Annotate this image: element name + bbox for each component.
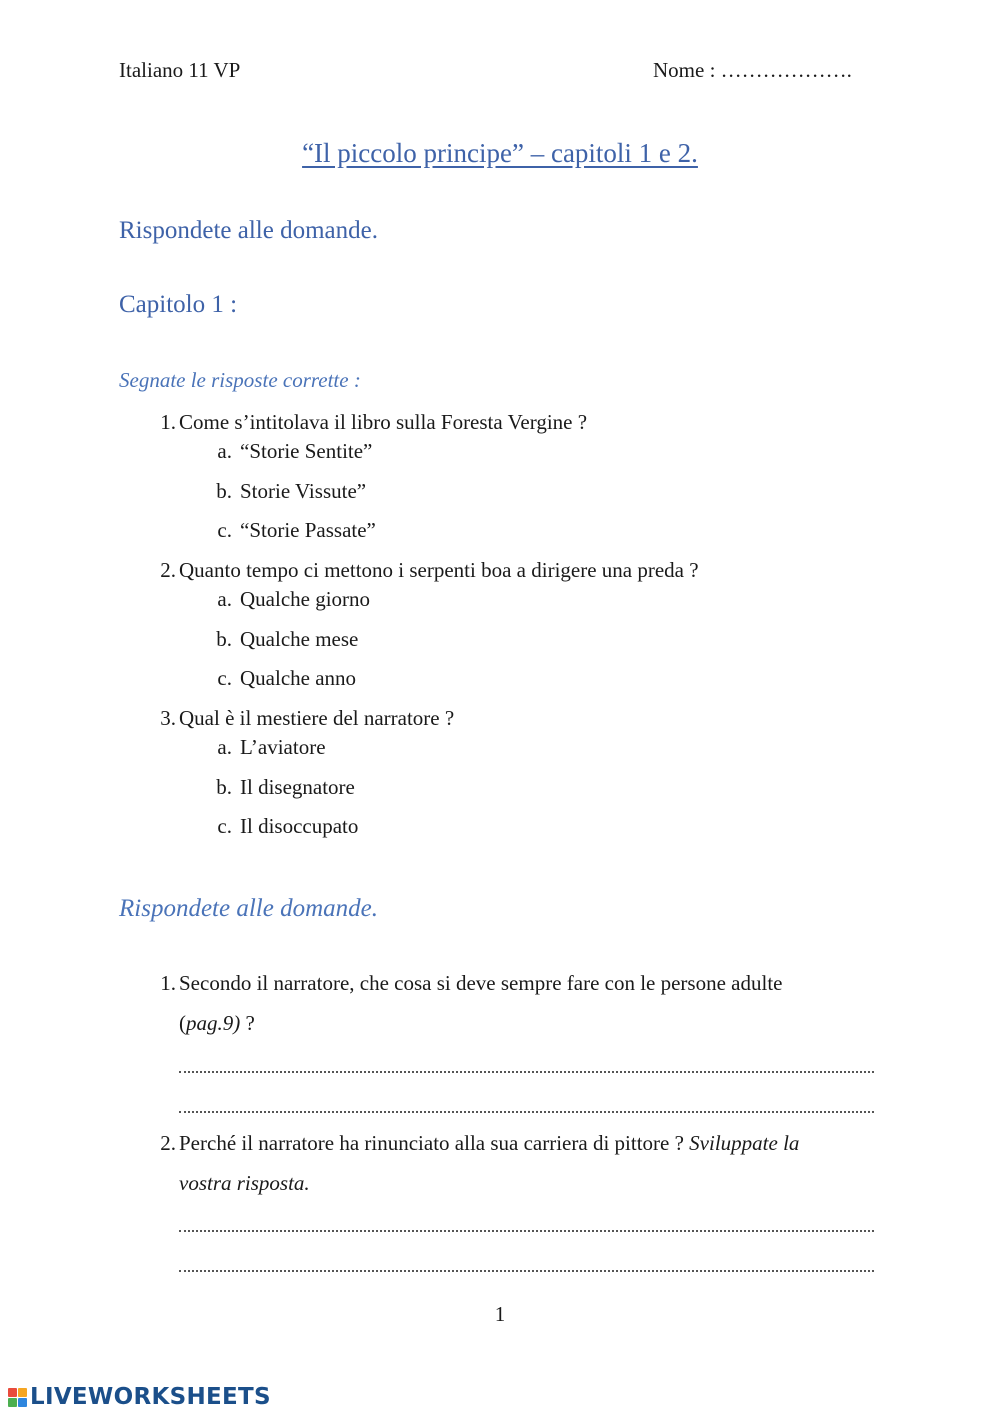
option-letter: a. bbox=[217, 439, 232, 463]
option-text[interactable]: Qualche giorno bbox=[240, 587, 371, 611]
liveworksheets-logo[interactable] bbox=[8, 1382, 271, 1412]
page-title: “Il piccolo principe” – capitoli 1 e 2. bbox=[302, 138, 698, 168]
option-text[interactable]: Storie Vissute” bbox=[240, 479, 367, 503]
question-text: Qual è il mestiere del narratore ? bbox=[179, 706, 455, 730]
option-letter: a. bbox=[217, 735, 232, 759]
instruction-text: Segnate le risposte corrette : bbox=[119, 368, 361, 392]
page-number: 1 bbox=[494, 1302, 506, 1326]
question-text: Quanto tempo ci mettono i serpenti boa a dirigere una preda ? bbox=[179, 558, 699, 582]
question-text-line1: Perché il narratore ha rinunciato alla sua carriera di pittore ? Sviluppate la bbox=[179, 1131, 800, 1155]
question-number: 1. bbox=[160, 971, 176, 995]
question-text-line2: vostra risposta. bbox=[179, 1171, 310, 1195]
course-label: Italiano 11 VP bbox=[119, 58, 241, 82]
brand-name: LIVEWORKSHEETS bbox=[30, 1384, 271, 1410]
answer-line[interactable] bbox=[179, 1103, 874, 1113]
option-letter: b. bbox=[216, 479, 232, 503]
option-letter: b. bbox=[216, 627, 232, 651]
question-number: 2. bbox=[160, 1131, 176, 1155]
option-text[interactable]: Qualche anno bbox=[240, 666, 357, 690]
option-text[interactable]: L’aviatore bbox=[240, 735, 326, 759]
option-text[interactable]: “Storie Sentite” bbox=[240, 439, 373, 463]
section-heading-1: Rispondete alle domande. bbox=[119, 217, 378, 244]
question-text-line1: Secondo il narratore, che cosa si deve sempre fare con le persone adulte bbox=[179, 971, 783, 995]
answer-line[interactable] bbox=[179, 1063, 874, 1073]
option-text[interactable]: Il disoccupato bbox=[240, 814, 359, 838]
option-letter: c. bbox=[217, 518, 232, 542]
option-letter: c. bbox=[217, 814, 232, 838]
option-text[interactable]: “Storie Passate” bbox=[240, 518, 376, 542]
answer-line[interactable] bbox=[179, 1262, 874, 1272]
answer-line[interactable] bbox=[179, 1222, 874, 1232]
option-text[interactable]: Il disegnatore bbox=[240, 775, 355, 799]
question-number: 1. bbox=[160, 410, 176, 434]
logo-grid-icon bbox=[8, 1388, 27, 1407]
name-field-label: Nome : ………………. bbox=[653, 58, 852, 82]
page-reference: pag.9) bbox=[186, 1011, 241, 1035]
option-letter: a. bbox=[217, 587, 232, 611]
chapter-heading: Capitolo 1 : bbox=[119, 291, 238, 318]
question-number: 3. bbox=[160, 706, 176, 730]
section-heading-2: Rispondete alle domande. bbox=[119, 895, 378, 922]
question-number: 2. bbox=[160, 558, 176, 582]
option-text[interactable]: Qualche mese bbox=[240, 627, 359, 651]
question-text: Come s’intitolava il libro sulla Foresta Vergine ? bbox=[179, 410, 588, 434]
option-letter: c. bbox=[217, 666, 232, 690]
question-text-line2: (pag.9) ? bbox=[179, 1011, 255, 1035]
option-letter: b. bbox=[216, 775, 232, 799]
